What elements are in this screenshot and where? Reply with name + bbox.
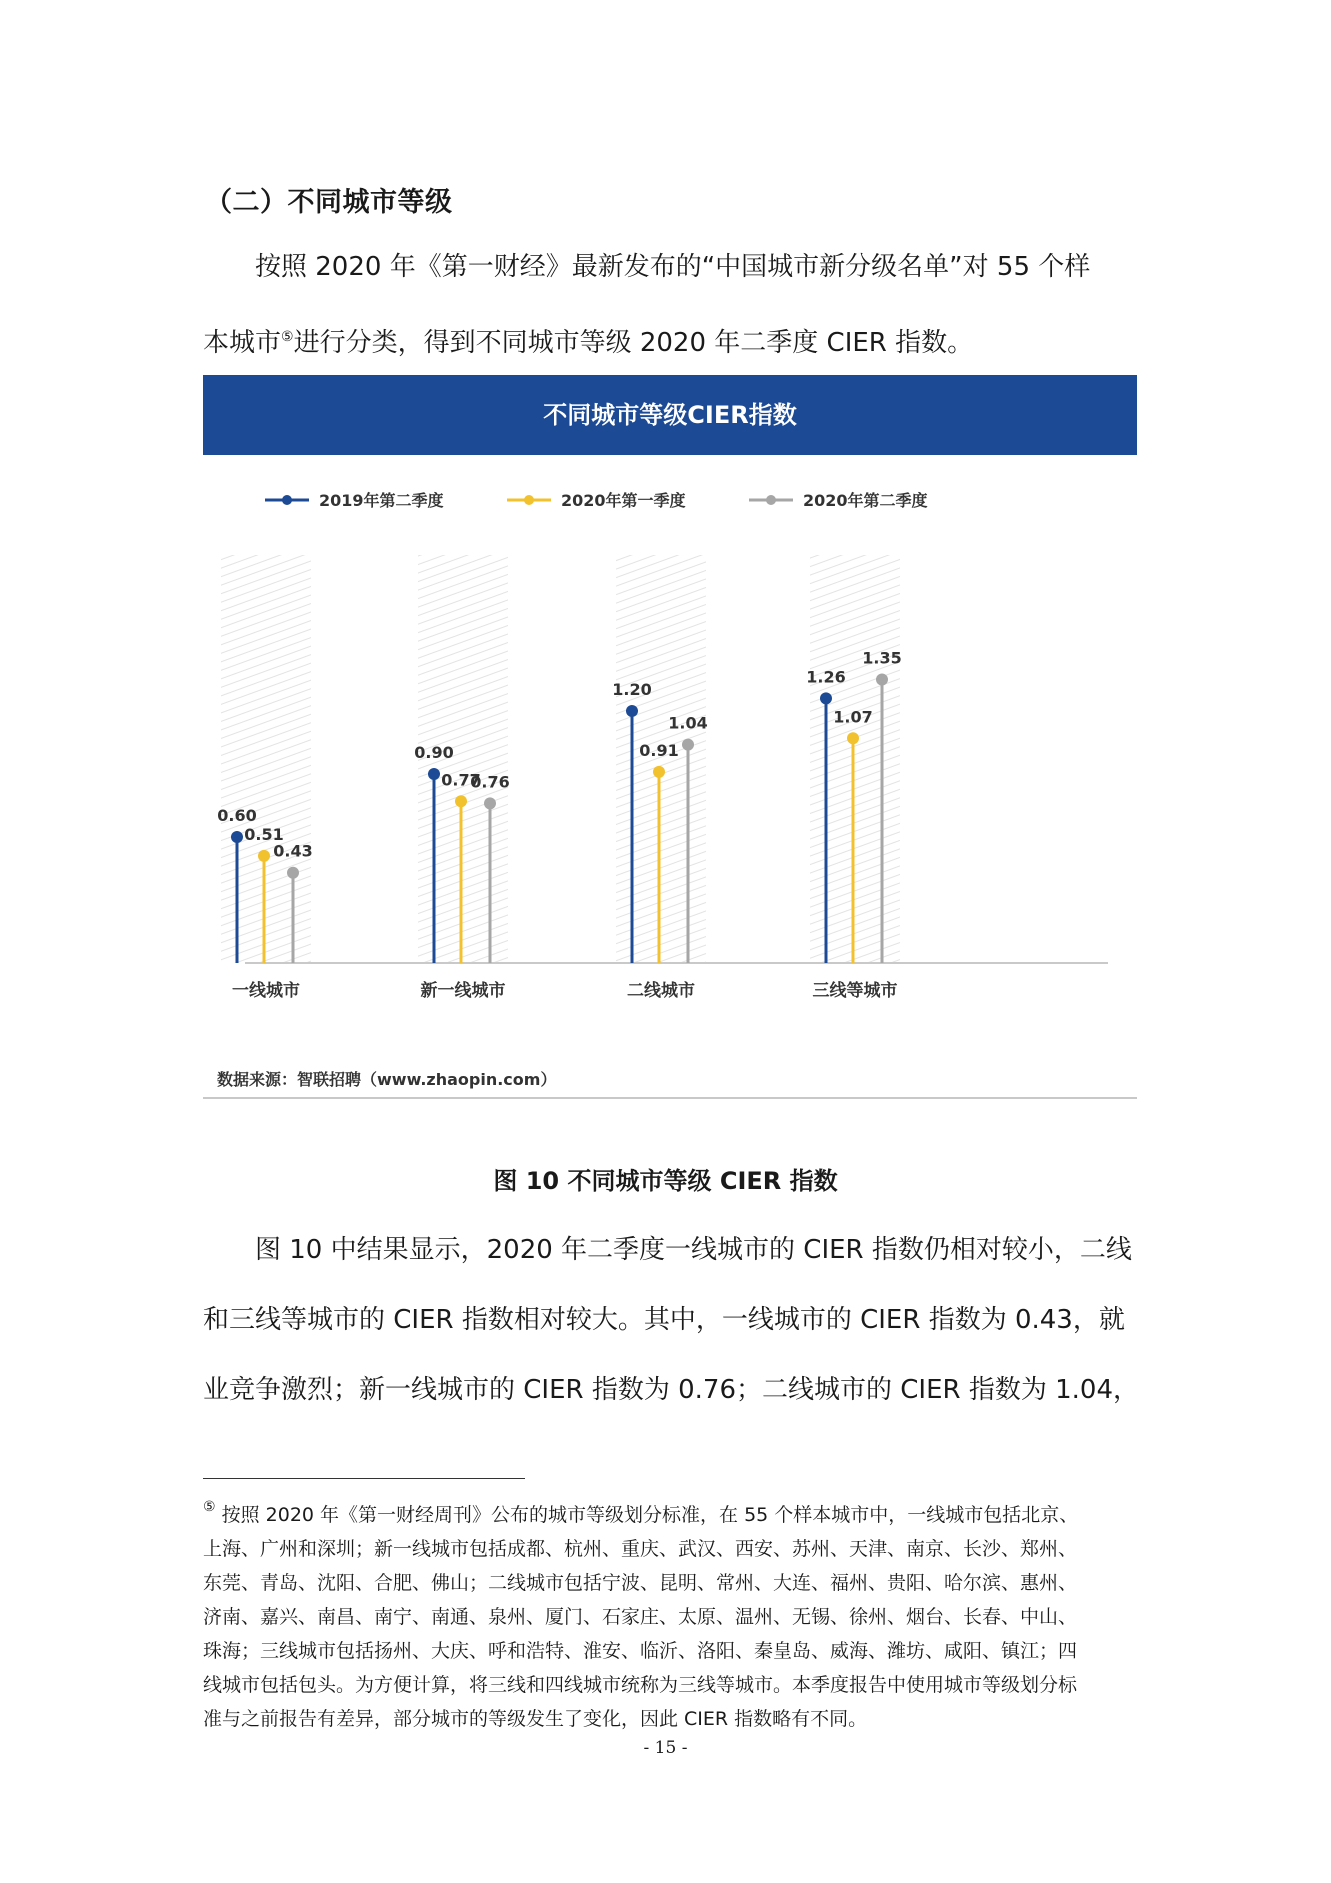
footnote-line-text: 按照 2020 年《第一财经周刊》公布的城市等级划分标准，在 55 个样本城市中，一线城市包括北京、 bbox=[215, 1504, 1079, 1526]
data-point[interactable] bbox=[653, 766, 665, 778]
category-background bbox=[810, 555, 900, 963]
data-point[interactable] bbox=[820, 692, 832, 704]
intro-line-text: 进行分类，得到不同城市等级 2020 年二季度 CIER 指数。 bbox=[293, 328, 974, 358]
data-label: 1.35 bbox=[862, 648, 902, 668]
footnote-reference[interactable]: ⑤ bbox=[281, 329, 294, 345]
data-label: 0.60 bbox=[217, 806, 257, 825]
category-background bbox=[221, 555, 311, 963]
data-point[interactable] bbox=[455, 795, 467, 807]
legend-swatch-dot bbox=[524, 495, 534, 505]
data-point[interactable] bbox=[626, 705, 638, 717]
analysis-paragraph bbox=[203, 1215, 1140, 1425]
footnote-line: 济南、嘉兴、南昌、南宁、南通、泉州、厦门、石家庄、太原、温州、无锡、徐州、烟台、长春、中山、 bbox=[203, 1606, 1078, 1628]
legend-label: 2020年第一季度 bbox=[561, 491, 686, 510]
footnote-line: 准与之前报告有差异，部分城市的等级发生了变化，因此 CIER 指数略有不同。 bbox=[203, 1708, 868, 1730]
data-label: 0.43 bbox=[273, 841, 313, 861]
legend-swatch-dot bbox=[766, 495, 776, 505]
data-point[interactable] bbox=[428, 768, 440, 780]
analysis-line: 业竞争激烈；新一线城市的 CIER 指数为 0.76；二线城市的 CIER 指数为 1.04， bbox=[203, 1375, 1140, 1405]
data-point[interactable] bbox=[876, 674, 888, 686]
data-point[interactable] bbox=[258, 850, 270, 862]
data-label: 0.76 bbox=[470, 772, 510, 792]
footnote-marker: ⑤ bbox=[203, 1499, 216, 1515]
footnote-line: 上海、广州和深圳；新一线城市包括成都、杭州、重庆、武汉、西安、苏州、天津、南京、长沙、郑州、 bbox=[203, 1538, 1078, 1560]
footnote-line: 线城市包括包头。为方便计算，将三线和四线城市统称为三线等城市。本季度报告中使用城市等级划分标 bbox=[203, 1674, 1078, 1696]
category-label: 二线城市 bbox=[627, 981, 695, 1001]
data-label: 0.51 bbox=[244, 824, 284, 844]
data-label: 1.26 bbox=[806, 667, 846, 687]
chart-title: 不同城市等级CIER指数 bbox=[203, 375, 1137, 455]
data-label: 1.07 bbox=[833, 707, 873, 727]
data-label: 0.77 bbox=[441, 770, 481, 790]
cier-chart bbox=[203, 375, 1137, 1100]
legend-label: 2019年第二季度 bbox=[319, 491, 444, 510]
legend-label: 2020年第二季度 bbox=[803, 491, 928, 510]
chart-plot bbox=[203, 455, 1137, 1065]
footnote-line: 东莞、青岛、沈阳、合肥、佛山；二线城市包括宁波、昆明、常州、大连、福州、贵阳、哈尔滨、惠州、 bbox=[203, 1572, 1078, 1594]
data-label: 1.04 bbox=[668, 713, 708, 733]
data-point[interactable] bbox=[484, 797, 496, 809]
data-point[interactable] bbox=[231, 831, 243, 843]
legend-swatch-dot bbox=[282, 495, 292, 505]
category-label: 三线等城市 bbox=[812, 981, 898, 1001]
analysis-line: 和三线等城市的 CIER 指数相对较大。其中，一线城市的 CIER 指数为 0.43，就 bbox=[203, 1305, 1125, 1335]
data-point[interactable] bbox=[287, 867, 299, 879]
chart-bottom-rule bbox=[203, 1097, 1137, 1099]
data-label: 0.91 bbox=[639, 740, 679, 760]
data-point[interactable] bbox=[682, 739, 694, 751]
intro-line: 按照 2020 年《第一财经》最新发布的“中国城市新分级名单”对 55 个样 bbox=[255, 252, 1091, 282]
footnote-line: 珠海；三线城市包括扬州、大庆、呼和浩特、淮安、临沂、洛阳、秦皇岛、威海、潍坊、咸阳、镇江；四 bbox=[203, 1640, 1078, 1662]
category-label: 一线城市 bbox=[232, 981, 300, 1001]
analysis-line: 图 10 中结果显示，2020 年二季度一线城市的 CIER 指数仍相对较小，二线 bbox=[255, 1235, 1132, 1265]
section-heading: （二）不同城市等级 bbox=[205, 187, 453, 218]
footnote-line bbox=[203, 1490, 1137, 1532]
data-label: 1.20 bbox=[612, 680, 652, 699]
intro-line-text: 本城市 bbox=[203, 328, 282, 358]
category-label: 新一线城市 bbox=[420, 981, 506, 1001]
footnote bbox=[203, 1490, 1137, 1736]
data-point[interactable] bbox=[847, 732, 859, 744]
data-label: 0.90 bbox=[414, 743, 454, 762]
page-number: - 15 - bbox=[643, 1738, 688, 1758]
footnote-rule bbox=[203, 1478, 525, 1479]
intro-line bbox=[203, 302, 1137, 378]
data-source: 数据来源：智联招聘（www.zhaopin.com） bbox=[217, 1070, 557, 1089]
figure-caption: 图 10 不同城市等级 CIER 指数 bbox=[493, 1167, 838, 1195]
intro-paragraph bbox=[203, 232, 1137, 378]
